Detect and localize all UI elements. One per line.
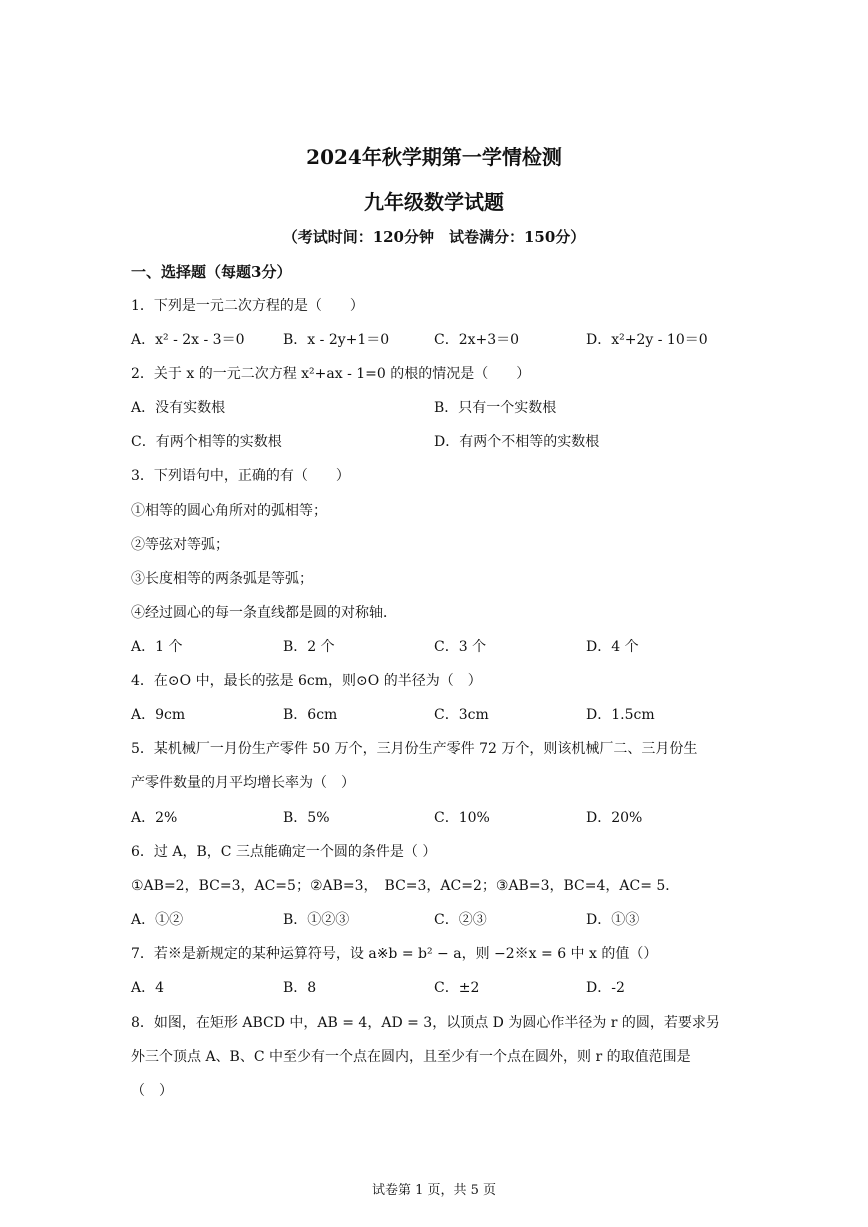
option-d: D．1.5cm <box>586 707 655 723</box>
exam-title: 2024年秋学期第一学情检测 <box>306 145 562 169</box>
option-a: A．9cm <box>131 707 186 723</box>
option-c: C．②③ <box>434 912 487 928</box>
option-b: B．6cm <box>283 707 338 723</box>
option-c: C．10% <box>434 810 490 826</box>
option-b: B．只有一个实数根 <box>434 400 557 416</box>
option-a: A．①② <box>131 912 184 928</box>
page-footer: 试卷第 1 页，共 5 页 <box>371 1183 497 1198</box>
option-d: D．①③ <box>586 912 640 928</box>
exam-info: （考试时间：120分钟 试卷满分：150分） <box>282 228 586 246</box>
question-6-stem: 6．过 A，B，C 三点能确定一个圆的条件是（ ） <box>131 844 437 860</box>
option-d: D．有两个不相等的实数根 <box>434 434 600 450</box>
option-a: A．没有实数根 <box>131 400 226 416</box>
question-1-stem: 1．下列是一元二次方程的是（ ） <box>131 298 364 314</box>
question-3-statement-4: ④经过圆心的每一条直线都是圆的对称轴． <box>131 605 397 621</box>
option-a: A．2% <box>131 810 178 826</box>
option-d: D．x²+2y - 10＝0 <box>586 332 708 348</box>
option-c: C．±2 <box>434 980 480 996</box>
option-c: C．有两个相等的实数根 <box>131 434 282 450</box>
option-d: D．-2 <box>586 980 625 996</box>
section-heading: 一、选择题（每题3分） <box>131 263 292 281</box>
question-8-stem-line3: （ ） <box>131 1083 173 1099</box>
option-b: B．x - 2y+1＝0 <box>283 332 390 348</box>
question-3-statement-3: ③长度相等的两条弧是等弧； <box>131 571 313 587</box>
option-a: A．1 个 <box>131 639 183 655</box>
question-5-stem-line2: 产零件数量的月平均增长率为（ ） <box>131 775 355 791</box>
option-d: D．20% <box>586 810 643 826</box>
question-2-stem: 2．关于 x 的一元二次方程 x²+ax - 1=0 的根的情况是（ ） <box>131 366 531 382</box>
option-c: C．3 个 <box>434 639 487 655</box>
option-b: B．①②③ <box>283 912 350 928</box>
option-a: A．x² - 2x - 3＝0 <box>131 332 245 348</box>
question-5-stem-line1: 5．某机械厂一月份生产零件 50 万个，三月份生产零件 72 万个，则该机械厂二、三月份生 <box>131 741 698 757</box>
option-d: D．4 个 <box>586 639 639 655</box>
option-b: B．2 个 <box>283 639 335 655</box>
question-3-statement-2: ②等弦对等弧； <box>131 537 229 553</box>
question-3-stem: 3．下列语句中，正确的有（ ） <box>131 468 350 484</box>
question-7-stem: 7．若※是新规定的某种运算符号，设 a※b = b² − a，则 −2※x = 6 中 x 的值（） <box>131 946 658 962</box>
option-c: C．3cm <box>434 707 489 723</box>
option-b: B．5% <box>283 810 330 826</box>
option-c: C．2x+3＝0 <box>434 332 520 348</box>
option-b: B．8 <box>283 980 317 996</box>
question-3-statement-1: ①相等的圆心角所对的弧相等； <box>131 503 327 519</box>
question-8-stem-line2: 外三个顶点 A、B、C 中至少有一个点在圆内，且至少有一个点在圆外，则 r 的取值范围是 <box>131 1049 691 1065</box>
question-6-conditions: ①AB=2，BC=3，AC=5；②AB=3， BC=3，AC=2；③AB=3，BC=4，AC= 5． <box>131 878 680 894</box>
question-8-stem-line1: 8．如图，在矩形 ABCD 中，AB = 4，AD = 3，以顶点 D 为圆心作半径为 r 的圆，若要求另 <box>131 1015 720 1031</box>
option-a: A．4 <box>131 980 165 996</box>
exam-subtitle: 九年级数学试题 <box>364 190 504 214</box>
question-4-stem: 4．在⊙O 中，最长的弦是 6cm，则⊙O 的半径为（ ） <box>131 673 482 689</box>
